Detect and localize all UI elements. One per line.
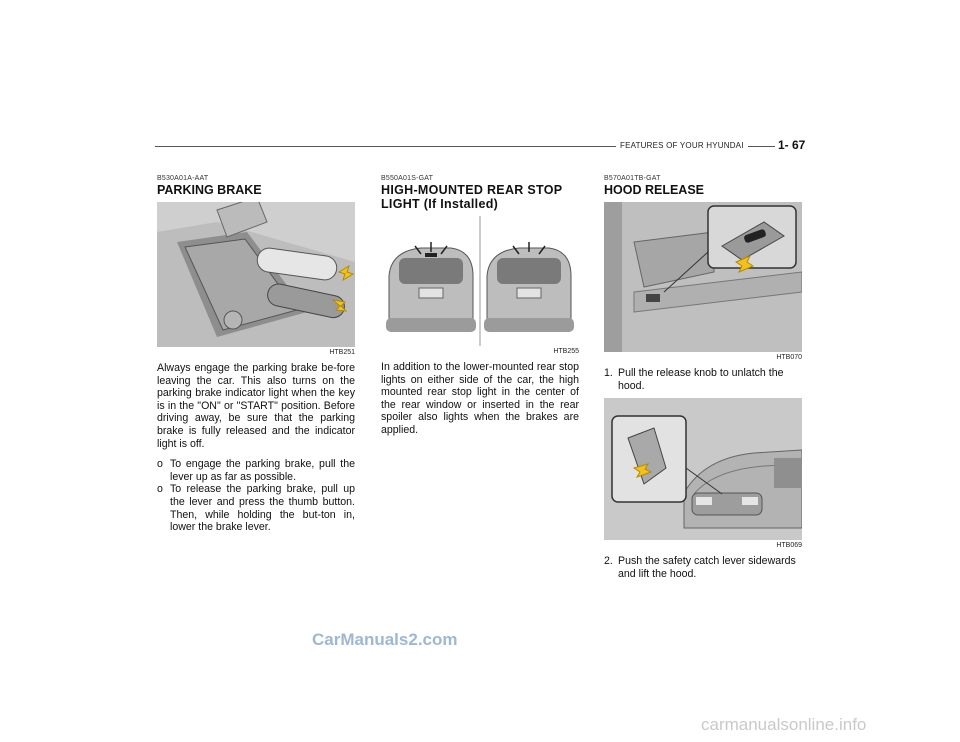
list-item: o To release the parking brake, pull up the lever and press the thumb button. Then, while holding the but-ton in, lower the brake lever. bbox=[157, 483, 355, 534]
figure-label: HTB070 bbox=[776, 354, 802, 361]
page-number: 1- 67 bbox=[775, 138, 808, 152]
hood-release-knob-illustration bbox=[604, 202, 802, 352]
stop-light-section bbox=[381, 174, 579, 437]
figure-label: HTB251 bbox=[329, 349, 355, 356]
section-title: HOOD RELEASE bbox=[604, 183, 705, 197]
section-title: PARKING BRAKE bbox=[157, 183, 262, 197]
watermark-right[interactable]: carmanualsonline.info bbox=[701, 715, 867, 734]
parking-brake-section bbox=[157, 174, 355, 534]
figure-label: HTB255 bbox=[553, 348, 579, 355]
watermark-left[interactable]: CarManuals2.com bbox=[312, 630, 458, 649]
rear-stop-light-illustration bbox=[381, 216, 579, 346]
step-item: 1. Pull the release knob to unlatch the hood. bbox=[604, 367, 784, 392]
figure-label: HTB069 bbox=[776, 542, 802, 550]
section-code: B570A01TB-GAT bbox=[604, 175, 661, 182]
parking-brake-body: Always engage the parking brake be-fore leaving the car. This also turns on the parking brake indicator light when the key is in the "ON" or "START" position. Before driving away, be sure that the parking brake is fully released and the indicator light is off. bbox=[157, 362, 355, 450]
parking-brake-list bbox=[157, 458, 355, 534]
list-item: o To engage the parking brake, pull the lever up as far as possible. bbox=[157, 458, 355, 483]
section-title: HIGH-MOUNTED REAR STOP LIGHT (If Installed) bbox=[381, 183, 563, 211]
hood-release-section bbox=[604, 174, 802, 586]
step-item: 2. Push the safety catch lever sidewards and lift the hood. bbox=[604, 555, 796, 580]
stop-light-body: In addition to the lower-mounted rear stop lights on either side of the car, the high mounted rear stop light in the center of the rear window or inserted in the rear spoiler also lights when the brakes are applied. bbox=[381, 361, 579, 436]
safety-catch-illustration bbox=[604, 398, 802, 540]
section-code: B530A01A-AAT bbox=[157, 175, 209, 182]
header-section-title: FEATURES OF YOUR HYUNDAI bbox=[616, 141, 748, 150]
section-code: B550A01S-GAT bbox=[381, 175, 434, 182]
parking-brake-illustration bbox=[157, 202, 355, 347]
